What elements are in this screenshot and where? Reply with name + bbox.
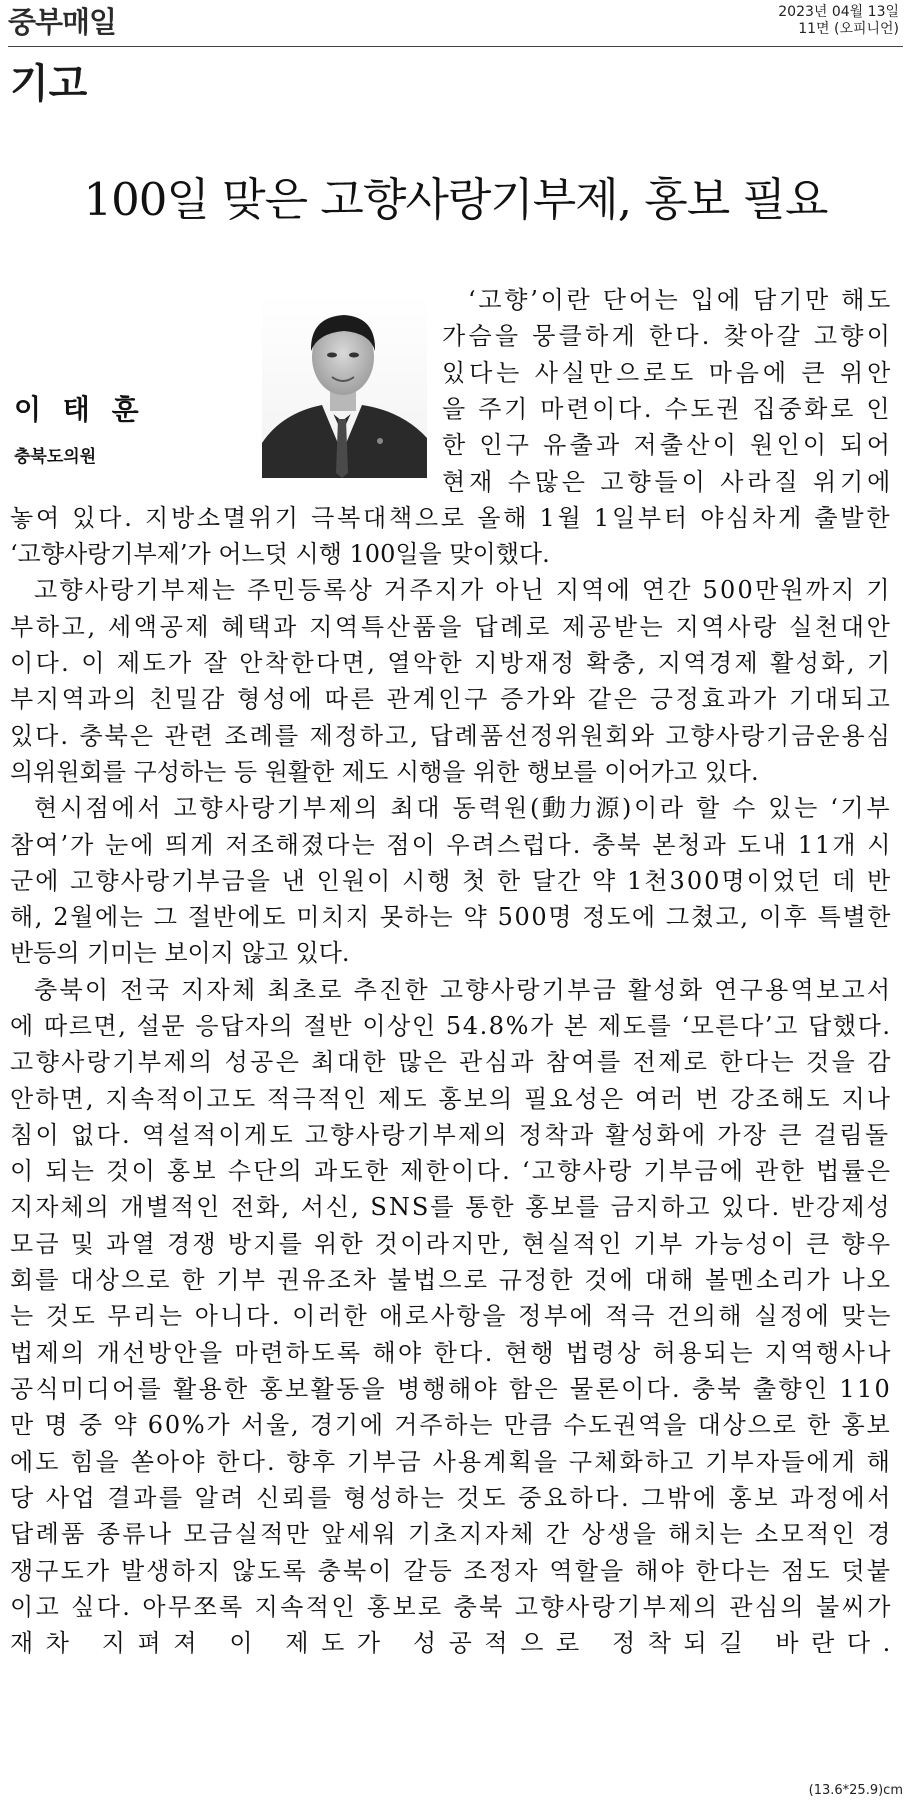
article-line: 부지역과의 친밀감 형성에 따른 관계인구 증가와 같은 긍정효과가 기대되고 bbox=[10, 685, 893, 713]
page-info: 11면 (오피니언) bbox=[798, 21, 899, 37]
author-title: 충북도의원 bbox=[14, 447, 97, 467]
newspaper-logo bbox=[8, 4, 116, 40]
article-line: 안하면, 지속적이고도 적극적인 제도 홍보의 필요성은 여러 번 강조해도 지나 bbox=[10, 1085, 893, 1113]
article-line: 이 되는 것이 홍보 수단의 과도한 제한이다. ‘고향사랑 기부금에 관한 법률은 bbox=[10, 1157, 893, 1185]
article-line: 회를 대상으로 한 기부 권유조차 불법으로 규정한 것에 대해 볼멘소리가 나오 bbox=[10, 1266, 893, 1294]
article-line: 의위원회를 구성하는 등 원활한 제도 시행을 위한 행보를 이어가고 있다. bbox=[10, 758, 759, 786]
article-line: 해, 2월에는 그 절반에도 미치지 못하는 약 500명 정도에 그쳤고, 이후 특별한 bbox=[10, 903, 893, 931]
section-label: 기고 bbox=[10, 61, 88, 107]
publication-date: 2023년 04월 13일 bbox=[778, 4, 899, 20]
masthead bbox=[8, 4, 903, 40]
article-line: 에 따르면, 설문 응답자의 절반 이상인 54.8%가 본 제도를 ‘모른다’고 답했다. bbox=[10, 1012, 892, 1040]
article-line: 쟁구도가 발생하지 않도록 충북이 갈등 조정자 역할을 해야 한다는 점도 덧붙 bbox=[10, 1557, 893, 1585]
article-line: ‘고향사랑기부제’가 어느덧 시행 100일을 맞이했다. bbox=[10, 540, 550, 568]
dateline bbox=[778, 4, 899, 38]
article-line: 반등의 기미는 보이지 않고 있다. bbox=[10, 939, 350, 967]
article-line: 현재 수많은 고향들이 사라질 위기에 bbox=[442, 468, 895, 496]
article-line: 당 사업 결과를 알려 신뢰를 형성하는 것도 중요하다. 그밖에 홍보 과정에서 bbox=[10, 1484, 893, 1512]
article-line: 있다. 충북은 관련 조례를 제정하고, 답례품선정위원회와 고향사랑기금운용심 bbox=[10, 722, 892, 750]
article-line: 고향사랑기부제는 주민등록상 거주지가 아닌 지역에 연간 500만원까지 기 bbox=[34, 576, 892, 604]
article-line: 고향사랑기부제의 성공은 최대한 많은 관심과 참여를 전제로 한다는 것을 감 bbox=[10, 1048, 893, 1076]
headline: 100일 맞은 고향사랑기부제, 홍보 필요 bbox=[83, 173, 828, 226]
article-line: 는 것도 무리는 아니다. 이러한 애로사항을 정부에 적극 건의해 실정에 맞는 bbox=[10, 1302, 893, 1330]
article-line: 놓여 있다. 지방소멸위기 극복대책으로 올해 1월 1일부터 야심차게 출발한 bbox=[10, 504, 893, 532]
article-line: 을 주기 마련이다. 수도권 집중화로 인 bbox=[442, 395, 893, 423]
article-line: 군에 고향사랑기부금을 낸 인원이 시행 첫 한 달간 약 1천300명이었던 데 반 bbox=[10, 867, 893, 895]
article-line: 이고 싶다. 아무쪼록 지속적인 홍보로 충북 고향사랑기부제의 관심의 불씨가 bbox=[10, 1593, 893, 1621]
article-line: 답례품 종류나 모금실적만 앞세워 기초지자체 간 상생을 해치는 소모적인 경 bbox=[10, 1520, 893, 1548]
article-line: 가슴을 뭉클하게 한다. 찾아갈 고향이 bbox=[442, 322, 894, 350]
article-line: 법제의 개선방안을 마련하도록 해야 한다. 현행 법령상 허용되는 지역행사나 bbox=[10, 1339, 893, 1367]
article-line: 지자체의 개별적인 전화, 서신, SNS를 통한 홍보를 금지하고 있다. 반강제성 bbox=[10, 1193, 892, 1221]
article-line: 만 명 중 약 60%가 서울, 경기에 거주하는 만큼 수도권역을 대상으로 한 홍보 bbox=[10, 1411, 892, 1439]
author-portrait bbox=[262, 293, 427, 478]
article-line: ‘고향’이란 단어는 입에 담기만 해도 bbox=[468, 286, 894, 314]
logo-text: 중부매일 bbox=[8, 5, 117, 39]
footer-note: (13.6*25.9)cm bbox=[808, 1783, 903, 1798]
article-line: 충북이 전국 지자체 최초로 추진한 고향사랑기부금 활성화 연구용역보고서 bbox=[34, 976, 893, 1004]
article-line: 현시점에서 고향사랑기부제의 최대 동력원(動力源)이라 할 수 있는 ‘기부 bbox=[34, 794, 893, 822]
article-line: 있다는 사실만으로도 마음에 큰 위안 bbox=[442, 359, 895, 387]
article-line: 공식미디어를 활용한 홍보활동을 병행해야 함은 물론이다. 충북 출향인 110 bbox=[10, 1375, 893, 1403]
article-line: 참여’가 눈에 띄게 저조해졌다는 점이 우려스럽다. 충북 본청과 도내 11개 시 bbox=[10, 831, 893, 859]
article-line: 이다. 이 제도가 잘 안착한다면, 열악한 지방재정 확충, 지역경제 활성화, 기 bbox=[10, 649, 893, 677]
article-line: 에도 힘을 쏟아야 한다. 향후 기부금 사용계획을 구체화하고 기부자들에게 해 bbox=[10, 1448, 893, 1476]
article-line: 침이 없다. 역설적이게도 고향사랑기부제의 정착과 활성화에 가장 큰 걸림돌 bbox=[10, 1121, 891, 1149]
article-line: 부하고, 세액공제 혜택과 지역특산품을 답례로 제공받는 지역사랑 실천대안 bbox=[10, 613, 893, 641]
article-line: 한 인구 유출과 저출산이 원인이 되어 bbox=[442, 431, 894, 459]
masthead-divider bbox=[8, 46, 903, 47]
article-line: 모금 및 과열 경쟁 방지를 위한 것이라지만, 현실적인 기부 가능성이 큰 향우 bbox=[10, 1230, 893, 1258]
author-name: 이 태 훈 bbox=[14, 393, 145, 426]
article-line: 재차 지펴져 이 제도가 성공적으로 정착되길 바란다. bbox=[10, 1629, 903, 1657]
